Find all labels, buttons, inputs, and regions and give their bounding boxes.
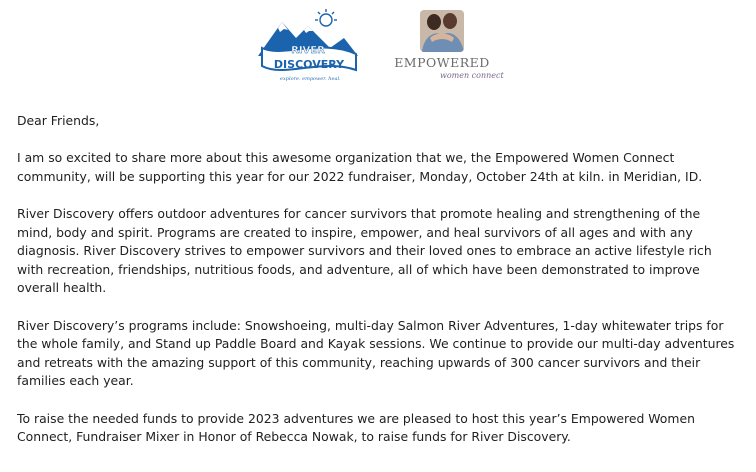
logo-header — [0, 6, 756, 86]
empowered-women-connect-logo — [384, 8, 504, 86]
letter-body — [17, 112, 739, 465]
paragraph-fundraiser: To raise the needed funds to provide 2023 adventures we are pleased to host this year’s Empowered Women Connect, Fundraiser Mixer in Honor of Rebecca Nowak, to raise funds for River Discovery. — [17, 410, 695, 445]
greeting: Dear Friends, — [17, 113, 100, 128]
river-tagline: explore. empower. heal. — [280, 76, 341, 82]
river-word: RIVER — [291, 45, 325, 56]
paragraph-about: River Discovery offers outdoor adventures for cancer survivors that promote healing and strengthening of the mind, body and spirit. Programs are created to inspire, empower, and heal survivors of all ages and with any diagnosis. River Discovery strives to empower survivors and their loved ones to embrace an active lifestyle rich with recreation, friendships, nutritious foods, and adventure, all of which have been demonstrated to improve overall health. — [17, 205, 712, 296]
sun-icon — [315, 9, 337, 26]
discovery-word: DISCOVERY — [273, 58, 345, 71]
empowered-wordmark: EMPOWERED — [394, 55, 490, 70]
river-discovery-logo-graphic — [252, 8, 364, 86]
woman-left-head-icon — [427, 14, 441, 30]
paragraph-programs: River Discovery’s programs include: Snowshoeing, multi-day Salmon River Adventures, 1-day whitewater trips for the whole family, and Stand up Paddle Board and Kayak sessions. We continue to provide our multi-day adventures and retreats with the amazing support of this community, reaching upwards of 300 cancer survivors and their families each year. — [17, 317, 735, 389]
river-discovery-logo — [252, 8, 364, 86]
women-connect-script: women connect — [440, 71, 504, 80]
woman-right-head-icon — [443, 13, 457, 29]
women-embrace-photo — [384, 8, 500, 56]
paragraph-intro: I am so excited to share more about this awesome organization that we, the Empowered Women Connect community, will be supporting this year for our 2022 fundraiser, Monday, October 24th at kiln. in Meridian, ID. — [17, 150, 703, 184]
